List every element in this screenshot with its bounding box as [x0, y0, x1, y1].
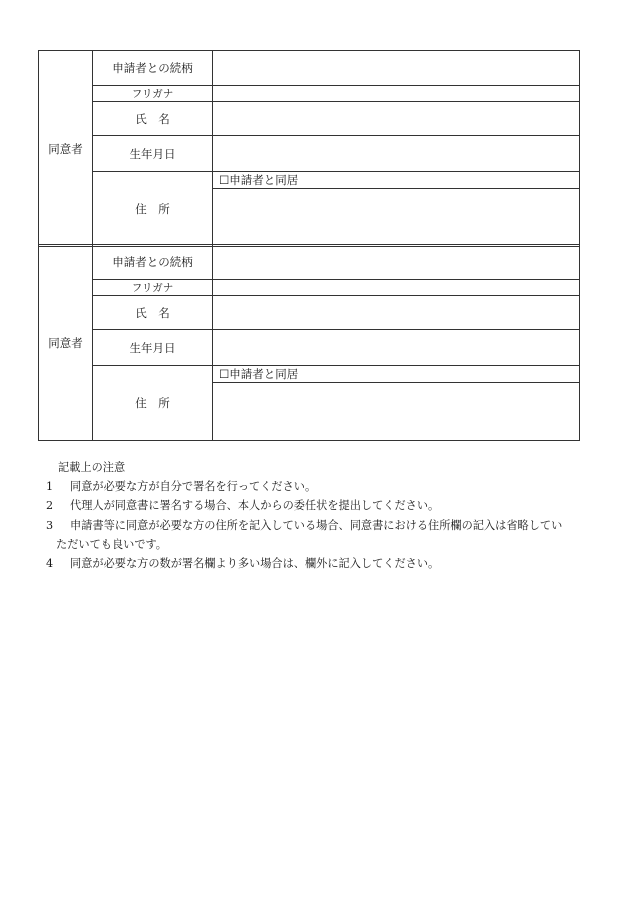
- relation-label: 申請者との続柄: [93, 51, 213, 86]
- notes-title: 記載上の注意: [58, 461, 126, 474]
- furigana-label: フリガナ: [93, 86, 213, 102]
- note-number: 3: [46, 518, 54, 532]
- note-number: 2: [46, 499, 54, 513]
- birthdate-label: 生年月日: [93, 330, 213, 366]
- name-field[interactable]: [213, 102, 580, 136]
- address-field[interactable]: [213, 383, 580, 441]
- consenter-label: 同意者: [39, 51, 93, 247]
- note-item: [44, 554, 589, 573]
- relation-label: 申請者との続柄: [93, 245, 213, 280]
- name-field[interactable]: [213, 296, 580, 330]
- note-text: 同意が必要な方の数が署名欄より多い場合は、欄外に記入してください。: [70, 557, 440, 571]
- note-text: 代理人が同意書に署名する場合、本人からの委任状を提出してください。: [70, 499, 440, 513]
- consenter-label: 同意者: [39, 245, 93, 441]
- note-text: 同意が必要な方が自分で署名を行ってください。: [70, 480, 317, 494]
- note-number: 1: [46, 480, 54, 494]
- note-text: 申請書等に同意が必要な方の住所を記入している場合、同意書における住所欄の記入は省略してい: [70, 518, 563, 532]
- note-item: [44, 477, 589, 496]
- furigana-label: フリガナ: [93, 280, 213, 296]
- name-label: 氏 名: [93, 296, 213, 330]
- birthdate-field[interactable]: [213, 136, 580, 172]
- note-item: [44, 496, 589, 515]
- relation-field[interactable]: [213, 245, 580, 280]
- birthdate-field[interactable]: [213, 330, 580, 366]
- note-item: [44, 516, 589, 535]
- same-address-checkbox[interactable]: ☐申請者と同居: [213, 172, 580, 189]
- note-continuation: ただいても良いです。: [56, 537, 167, 551]
- consenter-table-2: [38, 244, 580, 441]
- consenter-table-1: [38, 50, 580, 247]
- birthdate-label: 生年月日: [93, 136, 213, 172]
- address-field[interactable]: [213, 189, 580, 247]
- note-number: 4: [46, 557, 54, 571]
- notes-section: [44, 458, 589, 573]
- address-label: 住 所: [93, 172, 213, 247]
- furigana-field[interactable]: [213, 86, 580, 102]
- furigana-field[interactable]: [213, 280, 580, 296]
- address-label: 住 所: [93, 366, 213, 441]
- name-label: 氏 名: [93, 102, 213, 136]
- relation-field[interactable]: [213, 51, 580, 86]
- same-address-checkbox[interactable]: ☐申請者と同居: [213, 366, 580, 383]
